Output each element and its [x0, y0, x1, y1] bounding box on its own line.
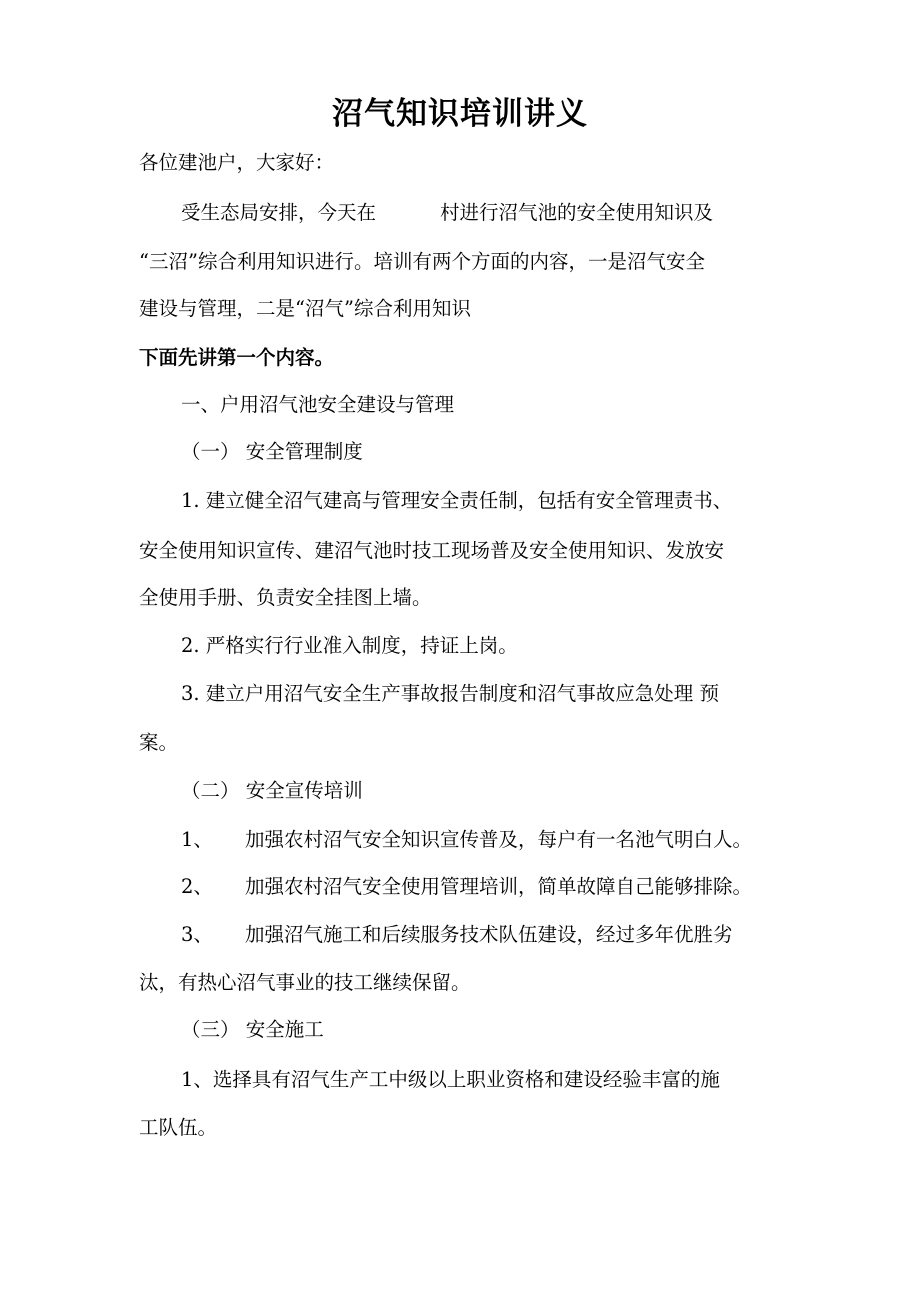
sub1-heading: （一） 安全管理制度 — [181, 440, 363, 463]
sub1-item3-line1: 3. 建立户用沼气安全生产事故报告制度和沼气事故应急处理 预 — [181, 682, 720, 705]
sub2-item3-number: 3、 — [181, 923, 213, 946]
sub2-item3-line2: 汰，有热心沼气事业的技工继续保留。 — [139, 971, 471, 994]
intro-line-1b: 村进行沼气池的安全使用知识及 — [440, 201, 714, 224]
sub2-item3-text: 加强沼气施工和后续服务技术队伍建设，经过多年优胜劣 — [245, 923, 733, 946]
sub3-heading: （三） 安全施工 — [181, 1018, 324, 1041]
sub3-item1-line2: 工队伍。 — [139, 1116, 218, 1139]
sub2-item3-line1 — [181, 925, 733, 945]
sub1-item1-line2: 安全使用知识宣传、建沼气池时技工现场普及安全使用知识、发放安 — [139, 539, 725, 562]
sub1-item3-line2: 案。 — [139, 731, 179, 754]
intro-line-2: “三沼”综合利用知识进行。培训有两个方面的内容，一是沼气安全 — [139, 250, 705, 273]
sub2-item2-number: 2、 — [181, 875, 213, 898]
sub3-item1-line1: 1、选择具有沼气生产工中级以上职业资格和建设经验丰富的施 — [181, 1068, 720, 1091]
document-title: 沼气知识培训讲义 — [332, 96, 588, 132]
sub2-item1-text: 加强农村沼气安全知识宣传普及，每户有一名池气明白人。 — [245, 828, 753, 851]
greeting: 各位建池户，大家好： — [139, 151, 335, 174]
sub1-item1-line1: 1. 建立健全沼气建高与管理安全责任制，包括有安全管理责书、 — [181, 489, 733, 512]
sub2-item1-number: 1、 — [181, 828, 213, 851]
intro-line-3: 建设与管理，二是“沼气”综合利用知识 — [139, 297, 471, 320]
intro-line-1a: 受生态局安排，今天在 — [181, 201, 377, 224]
sub1-item2: 2. 严格实行行业准入制度，持证上岗。 — [181, 634, 518, 657]
lead-text: 下面先讲第一个内容。 — [139, 346, 335, 369]
intro-line-1 — [181, 203, 713, 223]
sub2-item1 — [181, 830, 752, 850]
sub1-item1-line3: 全使用手册、负责安全挂图上墙。 — [139, 586, 432, 609]
sub2-item2-text: 加强农村沼气安全使用管理培训，简单故障自己能够排除。 — [245, 875, 753, 898]
sub2-item2 — [181, 877, 752, 897]
section1-heading: 一、户用沼气池安全建设与管理 — [181, 393, 455, 416]
sub2-heading: （二） 安全宣传培训 — [181, 779, 363, 802]
